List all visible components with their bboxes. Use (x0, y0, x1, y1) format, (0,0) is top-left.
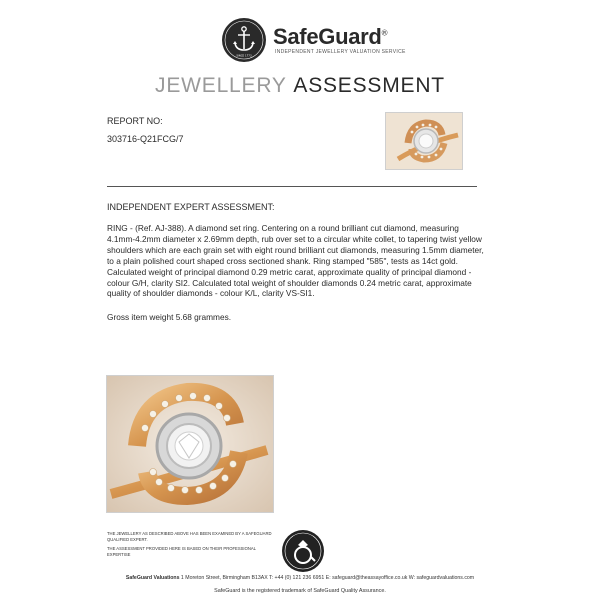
divider (107, 186, 477, 187)
page-title: JEWELLERY ASSESSMENT (155, 74, 445, 97)
ring-thumbnail (385, 112, 463, 170)
report-number: 303716-Q21FCG/7 (107, 134, 184, 144)
disclaimer-examined: THE JEWELLERY AS DESCRIBED ABOVE HAS BEEN EXAMINED BY A SAFEGUARD QUALIFIED EXPERT. (107, 531, 272, 542)
anchor-icon (222, 18, 266, 62)
disclaimer-expertise: THE ASSESSMENT PROVIDED HERE IS BASED ON THEIR PROFESSIONAL EXPERTISE (107, 546, 256, 557)
footer-trademark: SafeGuard is the registered trademark of SafeGuard Quality Assurance. (214, 588, 386, 594)
ring-photo (106, 375, 274, 513)
ring-seal-icon (282, 530, 324, 572)
assessment-heading: INDEPENDENT EXPERT ASSESSMENT: (107, 202, 275, 212)
gross-weight: Gross item weight 5.68 grammes. (107, 312, 232, 322)
brand-logo (222, 18, 266, 62)
brand-tagline: INDEPENDENT JEWELLERY VALUATION SERVICE (275, 49, 406, 55)
logo-text: SINCE 1773 (236, 54, 252, 58)
footer-contact: SafeGuard Valuations 1 Moreton Street, Birmingham B13AX T: +44 (0) 121 236 6951 E: safeguard@theassayoffice.co.uk W: safeguardvaluations.com (125, 575, 475, 581)
report-label: REPORT NO: (107, 116, 163, 126)
brand-name: SafeGuard® (273, 24, 388, 49)
assessment-description: RING - (Ref. AJ-388). A diamond set ring. Centering on a round brilliant cut diamond, measuring 4.1mm-4.2mm diameter x 2.69mm depth, rub over set to a circular white collet, to tapering twist yellow shoulders which are each grain set with eight round brilliant cut diamonds, measuring 1.5mm diameter, to a plain polished court shaped cross sectioned shank. Ring stamped "585", tests as 14ct gold. Calculated weight of principal diamond 0.29 metric carat, approximate quality of principal diamond - colour G/H, clarity SI2. Calculated total weight of shoulder diamonds 0.24 metric carat, approximate quality of shoulder diamonds - colour K/L, clarity VS-SI1. (107, 223, 484, 299)
